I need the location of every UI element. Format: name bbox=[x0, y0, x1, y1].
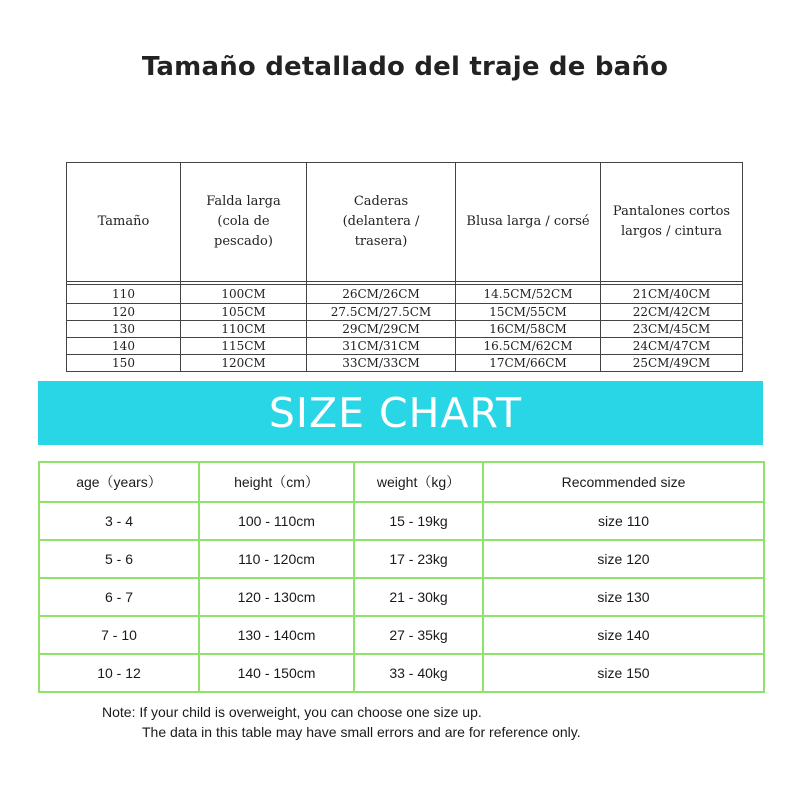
header-pantalones bbox=[601, 163, 743, 282]
header-blusa-text: Blusa larga / corsé bbox=[466, 214, 590, 229]
english-size-table bbox=[38, 461, 765, 693]
table-row bbox=[67, 338, 743, 355]
table-cell: 115CM bbox=[181, 338, 307, 355]
table-cell: 140 bbox=[67, 338, 181, 355]
table-cell: 120CM bbox=[181, 355, 307, 372]
size-note bbox=[102, 702, 581, 742]
table-row bbox=[67, 321, 743, 338]
table-cell: size 120 bbox=[483, 540, 764, 578]
table-cell: 3 - 4 bbox=[39, 502, 199, 540]
table-row bbox=[39, 578, 764, 616]
table-row bbox=[39, 502, 764, 540]
header-falda-text: Falda larga (cola de pescado) bbox=[206, 194, 281, 249]
spanish-header-row bbox=[67, 163, 743, 282]
table-cell: size 140 bbox=[483, 616, 764, 654]
table-cell: 110 bbox=[67, 285, 181, 304]
table-cell: 150 bbox=[67, 355, 181, 372]
table-row bbox=[67, 304, 743, 321]
table-cell: size 110 bbox=[483, 502, 764, 540]
header-age: age（years） bbox=[39, 462, 199, 502]
table-cell: 105CM bbox=[181, 304, 307, 321]
table-cell: 6 - 7 bbox=[39, 578, 199, 616]
table-cell: 5 - 6 bbox=[39, 540, 199, 578]
header-blusa bbox=[456, 163, 601, 282]
table-cell: 140 - 150cm bbox=[199, 654, 354, 692]
header-tamano: Tamaño bbox=[67, 163, 181, 282]
table-cell: 15CM/55CM bbox=[456, 304, 601, 321]
size-chart-banner bbox=[38, 381, 763, 445]
header-recommended-size: Recommended size bbox=[483, 462, 764, 502]
header-height: height（cm） bbox=[199, 462, 354, 502]
table-cell: 14.5CM/52CM bbox=[456, 285, 601, 304]
table-cell: 100 - 110cm bbox=[199, 502, 354, 540]
table-row bbox=[67, 285, 743, 304]
table-cell: 21CM/40CM bbox=[601, 285, 743, 304]
header-caderas-text: Caderas (delantera / trasera) bbox=[342, 194, 420, 249]
table-cell: size 130 bbox=[483, 578, 764, 616]
header-caderas bbox=[307, 163, 456, 282]
table-cell: 10 - 12 bbox=[39, 654, 199, 692]
table-cell: 120 bbox=[67, 304, 181, 321]
table-cell: 21 - 30kg bbox=[354, 578, 483, 616]
table-cell: 7 - 10 bbox=[39, 616, 199, 654]
table-row bbox=[39, 540, 764, 578]
table-cell: 110 - 120cm bbox=[199, 540, 354, 578]
banner-title: SIZE CHART bbox=[268, 389, 523, 437]
table-cell: 130 - 140cm bbox=[199, 616, 354, 654]
header-weight: weight（kg） bbox=[354, 462, 483, 502]
table-cell: 17CM/66CM bbox=[456, 355, 601, 372]
table-cell: 100CM bbox=[181, 285, 307, 304]
table-row bbox=[39, 616, 764, 654]
table-cell: 27 - 35kg bbox=[354, 616, 483, 654]
table-cell: 15 - 19kg bbox=[354, 502, 483, 540]
table-cell: 33 - 40kg bbox=[354, 654, 483, 692]
table-cell: 25CM/49CM bbox=[601, 355, 743, 372]
table-cell: 29CM/29CM bbox=[307, 321, 456, 338]
table-cell: 120 - 130cm bbox=[199, 578, 354, 616]
table-row bbox=[39, 654, 764, 692]
note-line-2: The data in this table may have small errors and are for reference only. bbox=[142, 724, 581, 740]
table-row bbox=[67, 355, 743, 372]
table-cell: 27.5CM/27.5CM bbox=[307, 304, 456, 321]
table-cell: 31CM/31CM bbox=[307, 338, 456, 355]
table-cell: 17 - 23kg bbox=[354, 540, 483, 578]
english-header-row bbox=[39, 462, 764, 502]
table-cell: 23CM/45CM bbox=[601, 321, 743, 338]
table-cell: 24CM/47CM bbox=[601, 338, 743, 355]
header-falda bbox=[181, 163, 307, 282]
table-cell: 22CM/42CM bbox=[601, 304, 743, 321]
spanish-size-table bbox=[66, 162, 743, 372]
table-cell: 33CM/33CM bbox=[307, 355, 456, 372]
table-cell: 26CM/26CM bbox=[307, 285, 456, 304]
header-pantalones-text: Pantalones cortos largos / cintura bbox=[612, 204, 731, 239]
table-cell: 16CM/58CM bbox=[456, 321, 601, 338]
table-cell: size 150 bbox=[483, 654, 764, 692]
table-cell: 16.5CM/62CM bbox=[456, 338, 601, 355]
note-line-1: Note: If your child is overweight, you can choose one size up. bbox=[102, 704, 482, 720]
table-cell: 110CM bbox=[181, 321, 307, 338]
table-cell: 130 bbox=[67, 321, 181, 338]
page-title: Tamaño detallado del traje de baño bbox=[141, 52, 669, 82]
